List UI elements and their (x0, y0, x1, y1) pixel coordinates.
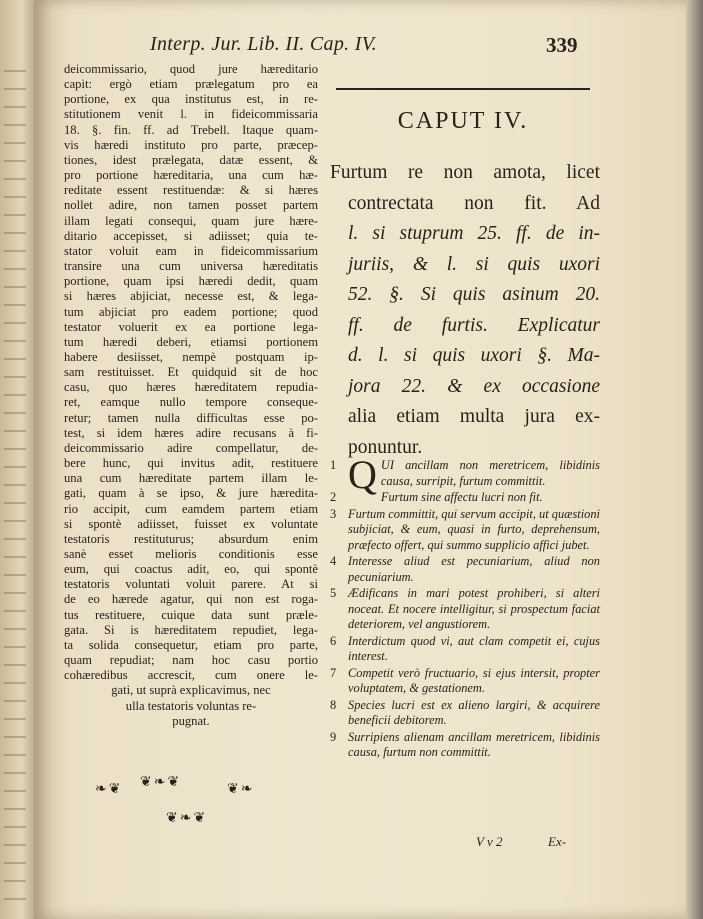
text-line: casu, quo hæres hæreditatem repudia- (64, 380, 318, 395)
header-rule (336, 88, 590, 90)
text-line: si spontè adiisset, fuisset ex voluntate (64, 516, 318, 531)
text-line: sanè esset melioris conditionis esse (64, 547, 318, 561)
text-line: quam repudiat; nam hoc casu portio (64, 653, 318, 668)
text-line: tum abjiciat pro eadem portione; quod (64, 304, 318, 319)
text-line: portione, ex qua institutus est, in re- (64, 92, 318, 107)
item-text: Species lucri est ex alieno largiri, & acquirere beneficii debitorem. (348, 697, 600, 727)
text-line: testatoris restituturus; absurdum enim (64, 531, 318, 546)
item-number: 3 (330, 506, 337, 521)
text-line: gata. Si is hæreditatem repudiet, lega- (64, 622, 318, 637)
printer-ornament-right: ❦❧ (227, 781, 255, 797)
item-text: Interesse aliud est pecuniarium, aliud non pecuniarium. (348, 554, 600, 584)
printer-ornament-bottom: ❦❧❦ (166, 810, 208, 826)
text-line: ret, eamque nullo tempore conseque- (64, 395, 318, 410)
summary-line: 52. §. Si quis asinum 20. (348, 284, 600, 305)
text-line: deicommissario adire compellatur, de- (64, 440, 318, 455)
item-number: 8 (330, 697, 337, 712)
summary-line: alia etiam multa jura ex- (348, 406, 600, 427)
text-line: ulla testatoris voluntas re- (125, 698, 257, 713)
text-line: rio accipit, cum eamdem partem etiam (64, 501, 318, 516)
summary-item (330, 666, 600, 697)
facing-page-edge (0, 0, 36, 919)
text-line: cohæredibus accrescit, cum onere le- (64, 668, 318, 683)
item-text: Interdictum quod vi, aut clam competit ei, cujus interest. (348, 633, 600, 663)
summary-item (330, 507, 600, 554)
left-column-text (64, 62, 318, 729)
item-text: Furtum committit, qui servum accipit, ut quæstioni subjiciat, & eum, quasi in furto, deprehensum, præfecto offert, qui summo supplicio affici jubet. (348, 506, 600, 552)
summary-item (330, 698, 600, 729)
text-line: si hæres abjiciat, necesse est, & lega- (64, 289, 318, 304)
item-number: 9 (330, 729, 337, 744)
text-line: pro portione hæreditaria, una cum hæ- (64, 168, 318, 183)
running-title: Interp. Jur. Lib. II. Cap. IV. (150, 33, 377, 55)
summary-line: jora 22. & ex occasione (348, 375, 600, 397)
summary-item (330, 490, 600, 506)
summary-line: l. si stuprum 25. ff. de in- (348, 223, 600, 244)
drop-cap: Q (348, 452, 377, 497)
item-text: Competit verò fructuario, si ejus intersit, propter voluptatem, & gestationem. (348, 665, 600, 695)
item-text: UI ancillam non meretricem, libidinis causa, surripit, furtum committit. (380, 458, 600, 488)
summary-line: ff. de furtis. Explicatur (348, 314, 600, 336)
text-line: portione, quam ipsi hæredi dedit, quam (64, 274, 318, 289)
text-line: testator voluerit ex ea portione lega- (64, 319, 318, 334)
text-line: habere desiisset, nempè postquam ip- (64, 349, 318, 364)
chapter-title: CAPUT IV. (397, 108, 529, 134)
text-line: deicommissario, quod jure hæreditario (64, 62, 318, 76)
summary-line: contrectata non fit. Ad (348, 192, 600, 214)
signature-mark: V v 2 (476, 834, 503, 849)
text-line: bere hunc, qui invitus adit, restituere (64, 456, 318, 471)
chapter-summary (330, 158, 600, 463)
text-line: testatoris voluntati voluit parere. At si (64, 577, 318, 592)
summary-line: juriis, & l. si quis uxori (348, 253, 600, 275)
text-line: de eo hærede agatur, qui non est roga- (64, 592, 318, 607)
text-line: ta solida consequetur, etiam pro parte, (64, 637, 318, 652)
text-line: gati, quam à se ipso, & jure hæredita- (64, 486, 318, 501)
text-line: gati, ut suprà explicavimus, nec (111, 683, 271, 698)
text-line: test, si idem hæres adire recusans à fi- (64, 425, 318, 440)
text-line: 18. §. fin. ff. ad Trebell. Itaque quam- (64, 122, 318, 137)
item-text: Ædificans in mari potest prohiberi, si alteri noceat. Et nocere intelligitur, si prospectum faciat deteriorem, vel angustiorem. (348, 586, 600, 631)
text-line: nollet adire, non tamen posset partem (64, 198, 318, 213)
item-number: 2 (330, 490, 337, 504)
text-line: transire una cum universa hæreditatis (64, 259, 318, 274)
text-line: tiones, idest prælegata, datæ essent, & (64, 152, 318, 167)
item-number: 1 (330, 458, 337, 472)
item-text: Furtum sine affectu lucri non fit. (380, 490, 543, 504)
item-number: 5 (330, 586, 337, 600)
summary-item (330, 586, 600, 633)
summary-line: ponuntur. (348, 436, 423, 458)
item-number: 6 (330, 633, 337, 648)
item-number: 7 (330, 665, 337, 680)
page-number: 339 (546, 33, 578, 57)
text-line: una cum hæreditate partem illam le- (64, 471, 318, 486)
text-line: reditate essent restituendæ: & si hæres (64, 183, 318, 198)
numbered-items (330, 452, 600, 762)
text-line: vis hæredi instituto pro parte, præcep- (64, 137, 318, 152)
text-line: tum hæredi deberi, etiamsi portionem (64, 334, 318, 349)
summary-item (330, 554, 600, 585)
text-line: pugnat. (172, 713, 210, 728)
text-line: stator voluit eam in fideicommissarium (64, 243, 318, 258)
text-line: sam restituisset. Et quidquid sit de hoc (64, 365, 318, 380)
item-text: Surripiens alienam ancillam meretricem, libidinis causa, furtum non committit. (348, 729, 600, 759)
text-line: stitutionem venit l. in fideicommissaria (64, 107, 318, 122)
catchword: Ex- (548, 834, 567, 849)
printer-ornament: ❦❧❦ (140, 774, 182, 790)
text-line: ditario accepisset, si adiisset; quia te- (64, 228, 318, 243)
summary-item (330, 730, 600, 761)
printer-ornament-left: ❧❦ (95, 781, 123, 797)
text-line: retur; tamen nulla difficultas esse po- (64, 410, 318, 425)
summary-line: Furtum re non amota, licet (330, 162, 600, 183)
page-edge-shadow (686, 0, 703, 919)
text-line: capit: ergò etiam prælegatum pro ea (64, 77, 318, 92)
text-line: tus restituere, cuique data sunt præle- (64, 607, 318, 622)
item-number: 4 (330, 554, 337, 568)
text-line: eum, qui coactus adit, eo, qui spontè (64, 562, 318, 577)
summary-line: d. l. si quis uxori §. Ma- (348, 345, 600, 366)
summary-item (330, 634, 600, 665)
text-line: illam legati consequi, quam jure hære- (64, 213, 318, 228)
